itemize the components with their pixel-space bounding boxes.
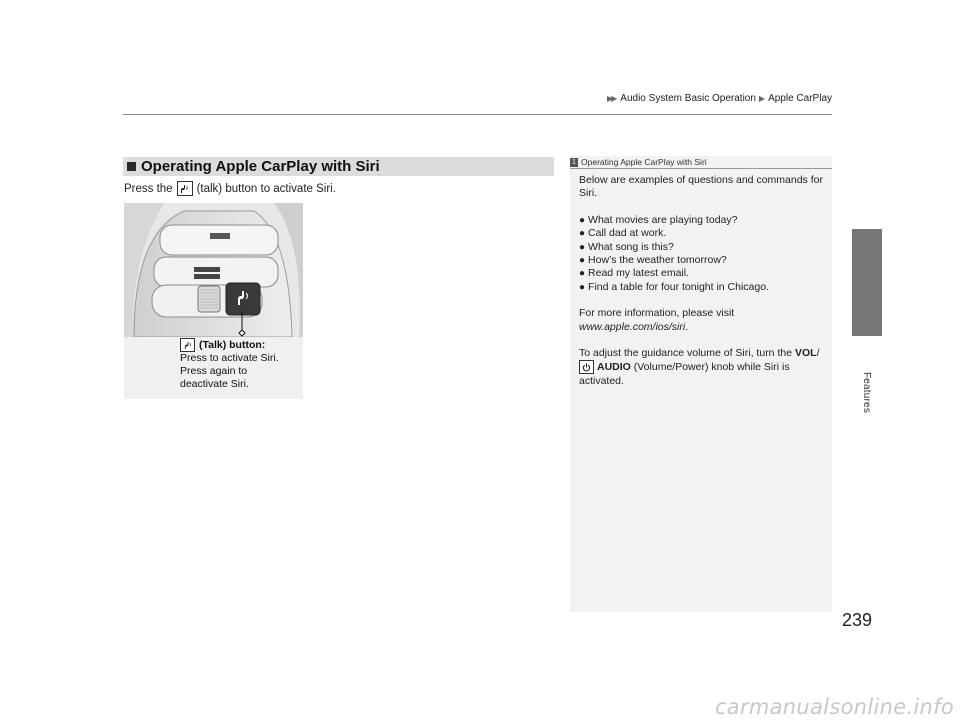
triangle-icon: ▶ xyxy=(758,94,764,103)
caption-line: deactivate Siri. xyxy=(180,378,249,390)
caption-line: Press to activate Siri. xyxy=(180,352,279,364)
note-intro: Below are examples of questions and commands for Siri. xyxy=(579,174,823,200)
list-item: ● What song is this? xyxy=(579,240,674,253)
vol-label: VOL xyxy=(794,347,817,360)
header-divider xyxy=(123,114,832,115)
breadcrumb xyxy=(607,93,832,104)
intro-after: (talk) button to activate Siri. xyxy=(196,182,336,195)
breadcrumb-item[interactable]: Audio System Basic Operation xyxy=(620,93,756,104)
note-body xyxy=(579,174,827,388)
side-tab[interactable] xyxy=(852,229,882,336)
list-item: ● Call dad at work. xyxy=(579,227,667,240)
caption-title: (Talk) button: xyxy=(199,338,266,351)
power-icon xyxy=(579,360,594,374)
watermark: carmanualsonline.info xyxy=(714,695,954,719)
list-item: ● What movies are playing today? xyxy=(579,213,738,226)
caption-heading xyxy=(180,338,279,352)
more-info-link-line: www.apple.com/ios/siri. xyxy=(579,320,689,333)
examples-list xyxy=(579,214,827,294)
more-info-text: For more information, please visit xyxy=(579,307,735,320)
note-title-text: Operating Apple CarPlay with Siri xyxy=(581,157,707,167)
triangle-icon: ▶▶ xyxy=(606,94,616,103)
note-title xyxy=(570,157,707,167)
section-heading xyxy=(123,157,554,176)
side-tab-label: Features xyxy=(861,371,873,413)
apple-siri-link[interactable]: www.apple.com/ios/siri xyxy=(579,320,686,333)
section-title: Operating Apple CarPlay with Siri xyxy=(141,158,380,175)
page-number: 239 xyxy=(842,610,873,630)
illustration-caption xyxy=(180,338,279,391)
side-tab-label-wrap xyxy=(852,352,882,432)
note-divider xyxy=(570,168,832,169)
heading-square-icon xyxy=(127,162,136,171)
breadcrumb-item[interactable]: Apple CarPlay xyxy=(768,93,832,104)
audio-label: AUDIO xyxy=(597,361,631,374)
note-number: 1 xyxy=(570,158,578,167)
list-item: ● Find a table for four tonight in Chicago. xyxy=(579,280,769,293)
list-item: ● Read my latest email. xyxy=(579,267,690,280)
caption-line: Press again to xyxy=(180,365,248,377)
list-item: ● How’s the weather tomorrow? xyxy=(579,254,727,267)
intro-before: Press the xyxy=(124,182,173,195)
intro-text xyxy=(124,181,336,196)
talk-icon xyxy=(180,338,195,352)
talk-icon xyxy=(177,181,193,196)
adjust-volume-text: To adjust the guidance volume of Siri, turn the VOL/ AUDIO (Volume/Power) knob while Siri is activated. xyxy=(579,347,820,387)
